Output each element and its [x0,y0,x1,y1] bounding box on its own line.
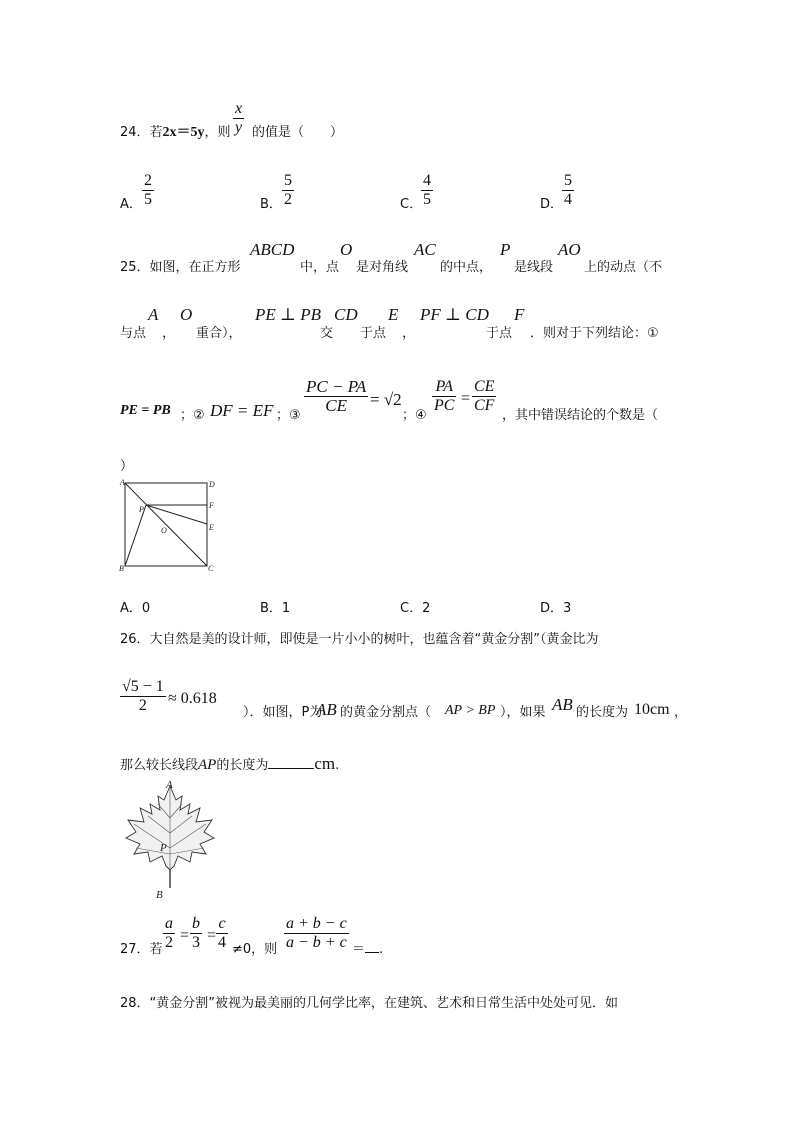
q26-line2-e: ， [674,705,688,720]
q25-c4-right-fraction [472,378,496,415]
q27-result-fraction [284,915,349,952]
q25-line1 [120,256,241,275]
q25-point-p: P [500,240,511,259]
q25-comma: ， [162,326,176,341]
q24-option-b-fraction [282,172,294,209]
q27-f2n: b [192,915,200,932]
fig-label-a: A [120,478,125,487]
q24-stem [120,121,231,141]
q26-line1: 26．大自然是美的设计师，即使是一片小小的树叶，也蕴含着“黄金分割”（黄金比为 [120,632,599,647]
q25-c4-eq: = [461,390,471,407]
q25-yudian1: 于点 [360,326,387,341]
q25-segment-ao: AO [558,240,581,259]
q27-f3d: 4 [218,934,226,951]
q26-line3-b: 的长度为 [216,758,269,773]
q25-sep2: ；③ [276,408,301,423]
q25-sep3: ；④ [402,408,427,423]
q26-ab2: AB [552,695,573,714]
q26-line2-b: 的黄金分割点（ [340,705,432,720]
q24-option-d-num: 5 [564,172,572,189]
q25-point-a: A [148,305,159,324]
q25-text-e: 是线段 [514,260,554,275]
fig-label-b: B [119,564,124,573]
q24-option-c-num: 4 [423,172,431,189]
q26-line3-a: 那么较长线段 [120,758,199,773]
q25-text-d: 的中点， [440,260,493,275]
q25-c3-rhs: = √2 [370,390,402,409]
q26-length: 10cm [634,701,670,718]
q25-point-o: O [340,240,353,259]
q25-square-abcd: ABCD [250,240,295,259]
q24-option-a-label: A． [120,197,142,212]
q26-line2-d: 的长度为 [576,705,629,720]
q25-option-a: A．0 [120,601,151,616]
fig-label-c: C [208,564,214,573]
q27-tail [352,938,383,957]
q24-option-b-label: B． [260,197,282,212]
q24-condition: 2x＝5y [162,125,205,140]
q26-ab1: AB [316,700,337,719]
q25-c4-lden: PC [434,397,455,414]
q25-conclusion-3-fraction [304,378,368,415]
q26-golden-ratio [120,678,166,715]
q26-unit: cm [314,754,336,773]
q25-line4: ） [120,459,134,474]
q24-option-a-num: 2 [144,172,152,189]
q24-option-a-fraction [142,172,154,209]
q25-square-figure [115,475,220,575]
q25-pe-perp-pb: PE ⊥ PB [255,305,322,324]
q24-number: 24．若 [120,125,163,140]
q27-frac-c4 [216,915,228,952]
q24-option-a-den: 5 [144,191,152,208]
fig-label-d: D [209,480,215,489]
q26-golden-num: √5 − 1 [122,678,164,695]
q25-yudian2: 于点 [486,326,513,341]
q25-c4-rden: CF [474,397,495,414]
q26-line3 [120,754,339,774]
fig-label-f: F [209,501,214,510]
q27-number: 27．若 [120,942,163,957]
q27-answer-blank[interactable] [365,942,379,953]
q27-equals: ＝ [352,942,366,957]
q26-line2-a: ）．如图，P为 [243,705,323,720]
q25-text-c: 是对角线 [356,260,409,275]
q24-then: ，则 [204,125,231,140]
q26-line2-c: ），如果 [500,705,546,720]
q26-maple-leaf-figure [120,778,220,903]
q25-conclusion-2: DF = EF [210,401,274,420]
q27-rd: a − b + c [286,934,347,951]
q25-c3-num: PC − PA [306,377,367,396]
q25-line3-tail: ，其中错误结论的个数是（ [502,408,659,423]
q25-text-b: 中，点 [300,260,340,275]
q24-frac-den: y [235,119,243,136]
q25-c4-rnum: CE [474,378,495,395]
q24-option-c-den: 5 [423,191,431,208]
q28-line1: 28．“黄金分割”被视为最美丽的几何学比率，在建筑、艺术和日常生活中处处可见．如 [120,996,619,1011]
q26-golden-den: 2 [138,697,147,714]
q25-pf-perp-cd: PF ⊥ CD [420,305,489,324]
q24-option-c-fraction [421,172,433,209]
q27-eq2: = [207,927,217,944]
q26-approx: ≈ 0.618 [168,690,217,707]
q26-condition: AP > BP [445,703,496,718]
q25-jiao: 交 [320,326,334,341]
q24-option-b-num: 5 [284,172,292,189]
q27-frac-a2 [163,915,175,952]
q27-f1d: 2 [165,934,173,951]
q25-c4-lnum: PA [435,378,453,395]
q25-diagonal-ac: AC [414,240,436,259]
q24-option-d-label: D． [540,197,564,212]
q26-period: . [335,758,340,773]
q25-option-d: D．3 [540,601,572,616]
q24-option-c-label: C． [400,197,423,212]
q25-conclusion-1: PE = PB [120,403,171,418]
q25-line2-b: 重合）， [196,326,242,341]
fig-label-o: O [161,526,167,535]
q25-comma2: ， [402,326,416,341]
q25-text-a: 25．如图，在正方形 [120,260,241,275]
leaf-label-p: P [160,842,167,854]
q24-option-d-fraction [562,172,574,209]
q27-rn: a + b − c [286,915,347,932]
q25-sep1: ；② [180,408,205,423]
q27-period: . [379,942,384,957]
q25-line2-a: 与点 [120,326,147,341]
q24-option-b-den: 2 [284,191,292,208]
q24-option-d-den: 4 [564,191,572,208]
q27-eq1: = [180,927,190,944]
q27-neq: ≠0，则 [232,942,278,957]
q25-line2-c: ．则对于下列结论：① [530,326,659,341]
q25-c4-left-fraction [432,378,456,415]
q25-option-b: B．1 [260,601,291,616]
fig-label-e: E [209,523,214,532]
q27-f2d: 3 [192,934,200,951]
q25-point-e: E [388,305,399,324]
q25-text-f: 上的动点（不 [584,260,663,275]
q24-frac-num: x [235,100,243,117]
leaf-label-a: A [166,779,173,791]
q26-ap: AP [198,757,217,773]
q25-option-c: C．2 [400,601,431,616]
q27-f1n: a [165,915,173,932]
q25-point-o2: O [180,305,193,324]
q27-f3n: c [218,915,226,932]
q25-side-cd: CD [334,305,358,324]
q26-answer-blank[interactable] [268,756,314,769]
q25-c3-den: CE [325,396,347,415]
q24-tail: 的值是（ ） [252,125,344,140]
q25-point-f: F [514,305,525,324]
q24-fraction [233,100,244,137]
leaf-label-b: B [156,889,163,901]
q27-frac-b3 [190,915,202,952]
fig-label-p: P [139,505,144,514]
